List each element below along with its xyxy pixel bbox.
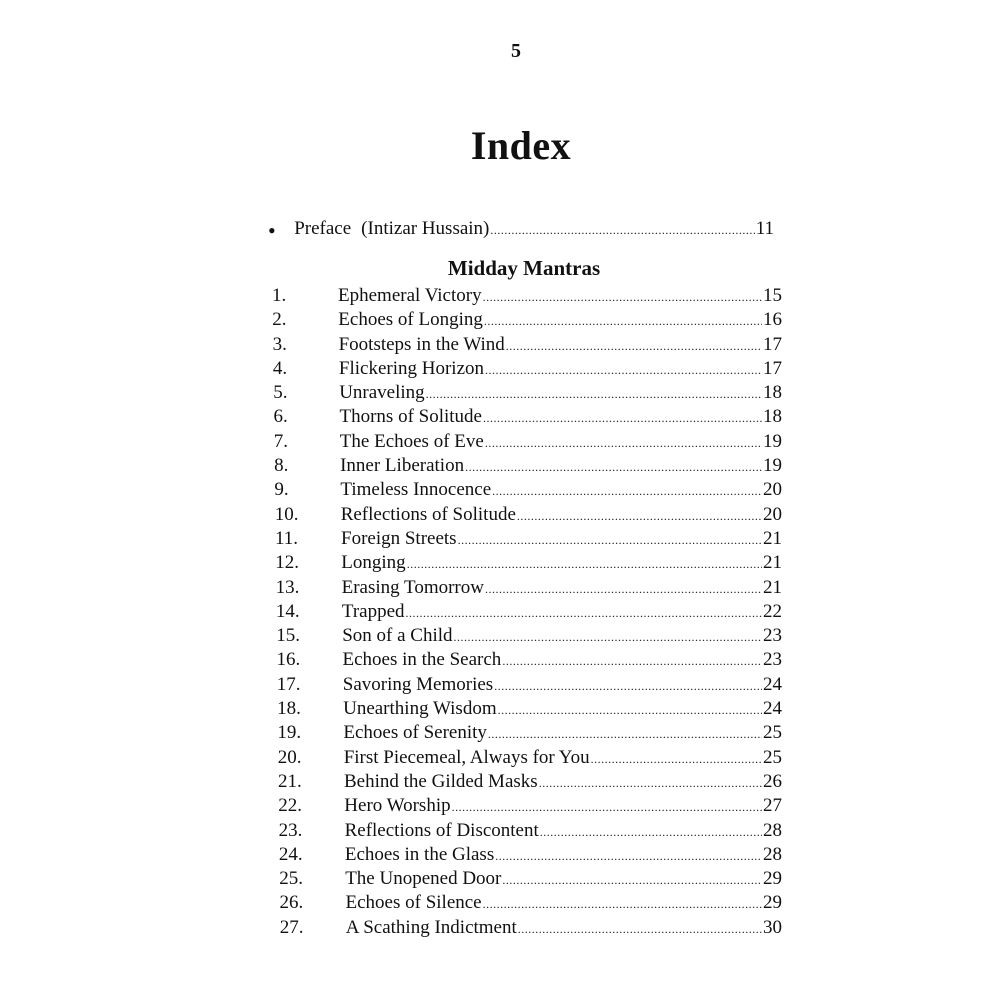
entry-page: 29 [763, 892, 782, 914]
toc-entry[interactable] [272, 698, 782, 722]
dot-leader [518, 922, 762, 937]
toc-entry[interactable] [272, 795, 782, 819]
dot-leader [452, 800, 762, 815]
entry-title: Echoes in the Search [342, 649, 502, 671]
entry-page: 15 [763, 285, 782, 306]
toc-entry[interactable] [272, 406, 782, 430]
toc-entry[interactable] [272, 649, 782, 673]
dot-leader [484, 314, 762, 329]
dot-leader [458, 533, 762, 548]
dot-leader [517, 509, 762, 524]
entry-number: 9. [274, 479, 289, 501]
entry-title: Longing [341, 552, 406, 574]
entry-title: Trapped [341, 600, 405, 622]
toc-entry[interactable] [272, 601, 782, 625]
entry-page: 25 [763, 746, 782, 768]
toc-entry[interactable] [272, 358, 782, 382]
preface-label: Preface [294, 218, 352, 239]
entry-page: 18 [763, 406, 782, 428]
dot-leader [494, 679, 762, 694]
dot-leader [502, 873, 762, 888]
entry-title: Echoes in the Glass [344, 843, 495, 865]
dot-leader [502, 654, 762, 669]
toc-entry[interactable] [272, 455, 782, 479]
entry-page: 25 [763, 722, 782, 744]
entry-number: 10. [274, 503, 299, 525]
entry-title: Hero Worship [344, 795, 451, 817]
dot-leader [485, 363, 762, 378]
entry-number: 16. [276, 649, 301, 671]
entry-number: 18. [277, 698, 301, 720]
preface-author: (Intizar Hussain) [361, 218, 490, 239]
page-title: Index [470, 123, 572, 168]
toc-list [272, 285, 782, 941]
entry-title: Echoes of Longing [338, 309, 483, 331]
entry-number: 21. [278, 770, 302, 792]
preface-page: 11 [755, 218, 774, 239]
entry-title: Unraveling [339, 382, 425, 404]
entry-page: 19 [763, 455, 782, 477]
entry-number: 5. [273, 382, 288, 404]
toc-entry[interactable] [272, 674, 782, 698]
entry-number: 17. [276, 673, 301, 695]
toc-entry[interactable] [272, 285, 782, 309]
entry-page: 26 [763, 770, 782, 792]
page-number: 5 [511, 40, 521, 62]
dot-leader [483, 411, 762, 426]
toc-entry[interactable] [272, 892, 782, 916]
dot-leader [490, 223, 754, 238]
entry-page: 24 [763, 698, 782, 720]
entry-title: Flickering Horizon [338, 357, 484, 379]
toc-entry[interactable] [272, 577, 782, 601]
entry-title: Behind the Gilded Masks [344, 770, 538, 792]
toc-entry[interactable] [272, 382, 782, 406]
entry-number: 4. [272, 357, 288, 379]
entry-title: Savoring Memories [342, 673, 494, 695]
dot-leader [488, 727, 762, 742]
dot-leader [506, 339, 762, 354]
entry-title: Footsteps in the Wind [338, 333, 505, 355]
dot-leader [465, 460, 762, 475]
toc-entry[interactable] [272, 528, 782, 552]
entry-page: 20 [763, 479, 782, 501]
entry-page: 27 [763, 795, 782, 817]
toc-entry[interactable] [272, 868, 782, 892]
entry-number: 23. [278, 819, 303, 841]
toc-entry[interactable] [272, 917, 782, 941]
dot-leader [591, 752, 762, 767]
entry-number: 24. [278, 843, 303, 865]
entry-title: Son of a Child [342, 625, 453, 647]
entry-page: 22 [763, 600, 782, 622]
dot-leader [426, 387, 762, 402]
entry-number: 15. [276, 625, 300, 647]
dot-leader [540, 825, 762, 840]
toc-entry[interactable] [272, 771, 782, 795]
entry-title: Ephemeral Victory [338, 285, 482, 306]
dot-leader [483, 897, 762, 912]
entry-number: 25. [279, 868, 303, 890]
dot-leader [485, 582, 762, 597]
toc-entry[interactable] [272, 747, 782, 771]
entry-title: Reflections of Solitude [340, 503, 516, 525]
entry-page: 21 [763, 552, 782, 574]
entry-page: 28 [763, 843, 782, 865]
entry-number: 14. [275, 600, 300, 622]
entry-page: 23 [763, 625, 782, 647]
entry-title: Timeless Innocence [340, 479, 492, 501]
entry-number: 19. [277, 722, 302, 744]
entry-page: 21 [763, 576, 782, 598]
entry-page: 28 [763, 819, 782, 841]
entry-number: 8. [274, 455, 289, 477]
entry-title: Foreign Streets [341, 527, 457, 549]
dot-leader [492, 484, 762, 499]
toc-entry[interactable] [272, 431, 782, 455]
toc-entry[interactable] [272, 820, 782, 844]
entry-page: 21 [763, 527, 782, 549]
entry-number: 1. [272, 285, 287, 306]
entry-number: 11. [275, 527, 299, 549]
entry-page: 18 [763, 382, 782, 404]
entry-page: 29 [763, 868, 782, 890]
dot-leader [498, 703, 762, 718]
entry-title: First Piecemeal, Always for You [343, 746, 590, 768]
dot-leader [485, 436, 762, 451]
toc-entry[interactable] [272, 479, 782, 503]
entry-page: 24 [763, 673, 782, 695]
entry-title: The Unopened Door [345, 868, 502, 890]
toc-entry[interactable] [272, 552, 782, 576]
entry-title: The Echoes of Eve [339, 430, 484, 452]
entry-number: 2. [272, 309, 287, 331]
entry-title: Thorns of Solitude [339, 406, 482, 428]
entry-title: Reflections of Discontent [344, 819, 539, 841]
entry-page: 23 [763, 649, 782, 671]
bullet-icon: • [268, 218, 276, 243]
entry-number: 26. [279, 892, 304, 914]
entry-number: 13. [275, 576, 300, 598]
entry-title: A Scathing Indictment [345, 916, 517, 938]
dot-leader [407, 557, 762, 572]
entry-number: 3. [272, 333, 287, 355]
toc-entry[interactable] [272, 504, 782, 528]
toc-entry[interactable] [272, 722, 782, 746]
entry-title: Echoes of Silence [345, 892, 482, 914]
preface-entry[interactable] [268, 214, 774, 243]
dot-leader [454, 630, 763, 645]
entry-title: Inner Liberation [340, 455, 465, 477]
entry-title: Echoes of Serenity [343, 722, 487, 744]
dot-leader [495, 849, 762, 864]
entry-number: 27. [279, 916, 304, 938]
dot-leader [539, 776, 762, 791]
dot-leader [406, 606, 762, 621]
dot-leader [483, 290, 762, 305]
entry-page: 17 [763, 333, 782, 355]
entry-number: 6. [273, 406, 288, 428]
toc-entry[interactable] [272, 334, 782, 358]
entry-number: 12. [275, 552, 300, 574]
entry-page: 19 [763, 430, 782, 452]
toc-entry[interactable] [272, 309, 782, 333]
entry-title: Unearthing Wisdom [343, 698, 497, 720]
entry-page: 30 [763, 916, 782, 938]
toc-entry[interactable] [272, 625, 782, 649]
entry-page: 20 [763, 503, 782, 525]
section-heading: Midday Mantras [447, 256, 601, 280]
entry-number: 20. [277, 746, 302, 768]
entry-title: Erasing Tomorrow [341, 576, 484, 598]
entry-number: 22. [278, 795, 303, 817]
entry-page: 17 [763, 357, 782, 379]
toc-entry[interactable] [272, 844, 782, 868]
entry-number: 7. [273, 430, 289, 452]
entry-page: 16 [763, 309, 782, 331]
